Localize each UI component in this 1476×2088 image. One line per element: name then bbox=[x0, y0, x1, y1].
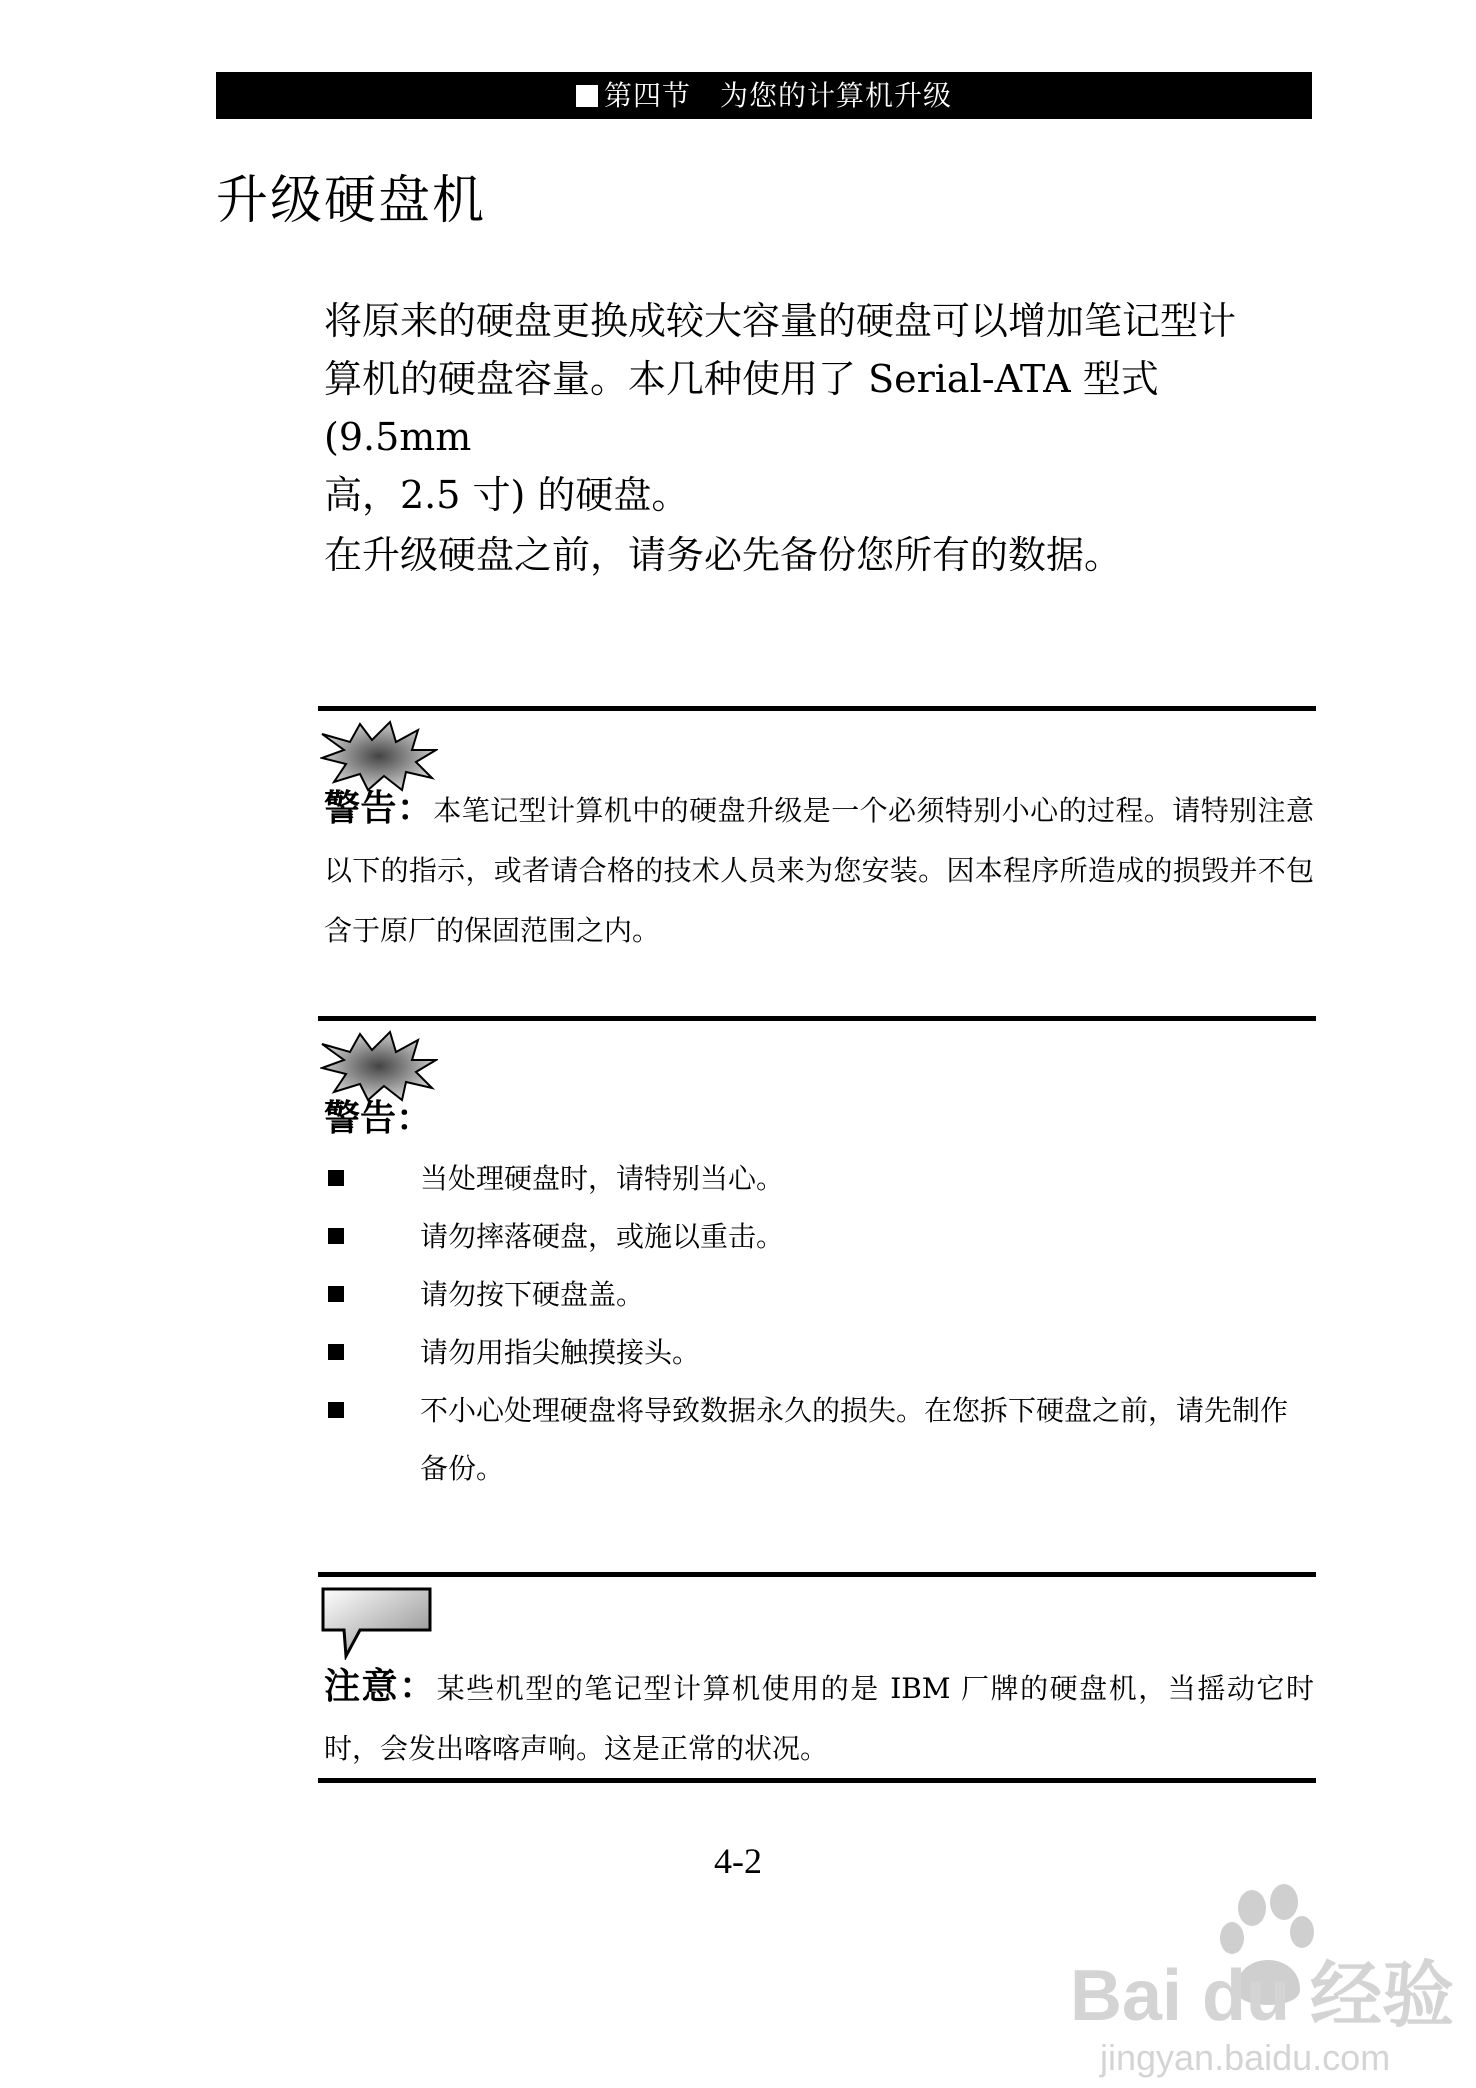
list-item: 当处理硬盘时，请特别当心。 bbox=[324, 1150, 1314, 1208]
watermark-url: jingyan.baidu.com bbox=[1100, 2037, 1391, 2078]
page-title: 升级硬盘机 bbox=[216, 171, 487, 231]
warning-1-paragraph bbox=[324, 778, 1314, 961]
section-header-bar bbox=[216, 72, 1312, 119]
baidu-watermark bbox=[1040, 1880, 1460, 2080]
watermark-brand: Bai du 经验 bbox=[1070, 1956, 1455, 2036]
warning-1-text: 本笔记型计算机中的硬盘升级是一个必须特别小心的过程。请特别注意以下的指示，或者请合格的技术人员来为您安装。因本程序所造成的损毁并不包含于原厂的保固范围之内。 bbox=[324, 794, 1314, 947]
warning-2-list bbox=[324, 1150, 1314, 1498]
square-bullet-icon bbox=[328, 1402, 344, 1418]
intro-line-2: 算机的硬盘容量。本几种使用了 Serial-ATA 型式 (9.5mm bbox=[324, 357, 1159, 459]
list-item: 不小心处理硬盘将导致数据永久的损失。在您拆下硬盘之前，请先制作备份。 bbox=[324, 1382, 1314, 1498]
list-item: 请勿用指尖触摸接头。 bbox=[324, 1324, 1314, 1382]
divider-rule bbox=[318, 1016, 1316, 1021]
square-bullet-icon bbox=[576, 85, 598, 107]
warning-2-heading bbox=[324, 1088, 1314, 1151]
speech-bubble-icon bbox=[320, 1586, 434, 1660]
note-label: 注意： bbox=[324, 1665, 437, 1707]
warning-2-label: 警告： bbox=[324, 1097, 433, 1139]
intro-paragraph-1 bbox=[324, 292, 1314, 524]
divider-rule bbox=[318, 1778, 1316, 1783]
intro-paragraph-2: 在升级硬盘之前，请务必先备份您所有的数据。 bbox=[324, 533, 1123, 577]
warning-1-label: 警告： bbox=[324, 787, 434, 829]
square-bullet-icon bbox=[328, 1344, 344, 1360]
intro-line-3: 高，2.5 寸) 的硬盘。 bbox=[324, 473, 690, 517]
square-bullet-icon bbox=[328, 1228, 344, 1244]
section-header-title: 第四节 为您的计算机升级 bbox=[603, 79, 952, 112]
note-paragraph bbox=[324, 1656, 1314, 1779]
list-item: 请勿摔落硬盘，或施以重击。 bbox=[324, 1208, 1314, 1266]
intro-line-1: 将原来的硬盘更换成较大容量的硬盘可以增加笔记型计 bbox=[324, 299, 1237, 343]
page-number: 4-2 bbox=[714, 1841, 762, 1881]
square-bullet-icon bbox=[328, 1286, 344, 1302]
note-text: 某些机型的笔记型计算机使用的是 IBM 厂牌的硬盘机，当摇动它时时，会发出喀喀声响。这是正常的状况。 bbox=[324, 1672, 1314, 1765]
divider-rule bbox=[318, 706, 1316, 711]
divider-rule bbox=[318, 1572, 1316, 1577]
list-item: 请勿按下硬盘盖。 bbox=[324, 1266, 1314, 1324]
square-bullet-icon bbox=[328, 1170, 344, 1186]
